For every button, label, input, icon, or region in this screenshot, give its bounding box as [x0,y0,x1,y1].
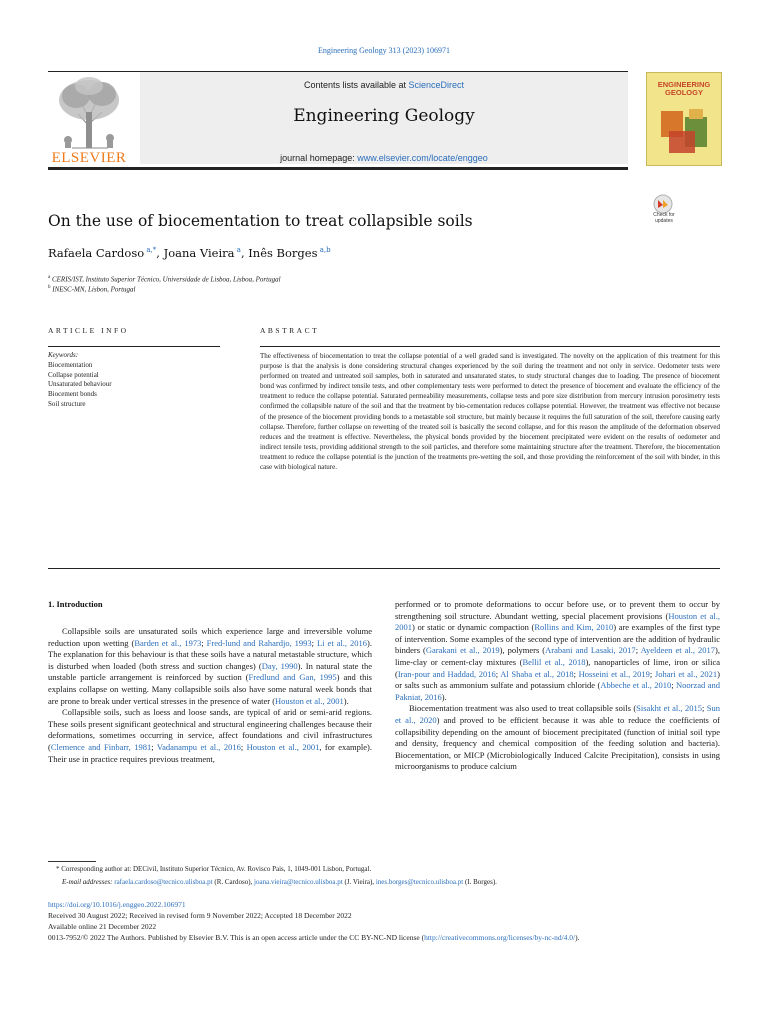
abstract-heading: ABSTRACT [260,326,320,335]
corresponding-author-note [56,865,728,875]
citation-link[interactable]: Houston et al., 2001 [275,695,344,706]
paragraph-text: ; [495,668,501,679]
citation-link[interactable]: Ayeldeen et al., 2017 [640,645,716,656]
citation-link[interactable]: Abbeche et al., 2010 [600,680,672,691]
citation-link[interactable]: Al Shaba et al., 2018 [500,668,574,679]
paragraph-text: ; [701,703,707,714]
paragraph-text: ; [151,741,157,752]
citation-link[interactable]: Houston et al., 2001 [395,610,720,633]
email-link[interactable]: rafaela.cardoso@tecnico.ulisboa.pt [114,878,213,886]
citation-link[interactable]: Hosseini et al., 2019 [578,668,650,679]
citation-link[interactable]: Vadanampu et al., 2016 [156,741,241,752]
cover-title-line2: GEOLOGY [665,88,703,97]
corresponding-text: Corresponding author at: DECivil, Instituto Superior Técnico, Av. Rovisco Pais, 1, 1049-001 Lisbon, Portugal. [59,865,372,873]
journal-citation-link[interactable]: Engineering Geology 313 (2023) 106971 [318,46,450,55]
paragraph-text: ), lime-clay or cement-clay mixtures ( [395,645,720,667]
article-info-heading: ARTICLE INFO [48,326,129,335]
paragraph-text: ). [441,691,447,702]
email-label: E-mail addresses: [62,878,115,886]
citation-link[interactable]: Iran-pour and Haddad, 2016 [397,668,496,679]
affiliation-text: INESC-MN, Lisbon, Portugal [52,285,136,294]
affiliation-b [48,285,135,293]
paragraph-text: Biocementation treatment was also used to treat collapsible soils ( [409,703,637,714]
citation-link[interactable]: Fred-lund and Rahardjo, 1993 [206,637,312,648]
author-name[interactable]: Joana Vieira [163,246,235,260]
body-paragraph [48,626,372,707]
paragraph-text: , for example). Their use in practice requires previous treatment, [48,741,372,764]
journal-name: Engineering Geology [293,106,475,126]
citation-link[interactable]: Day, 1990 [261,660,298,671]
check-line2: updates [655,217,673,224]
author-separator: , [240,246,249,260]
keyword-item: Soil structure [48,399,86,408]
paragraph-text: ; [671,680,677,691]
received-dates: Received 30 August 2022; Received in revised form 9 November 2022; Accepted 18 December 2022 [48,911,352,920]
affiliation-text: CERIS/IST, Instituto Superior Técnico, Universidade de Lisboa, Lisboa, Portugal [51,275,281,284]
keywords-block [48,351,112,410]
article-title: On the use of biocementation to treat collapsible soils [48,212,473,230]
citation-link[interactable]: Li et al., 2016 [317,637,368,648]
citation-link[interactable]: Houston et al., 2001 [246,741,320,752]
keyword-item: Collapse potential [48,370,99,379]
author-name[interactable]: Rafaela Cardoso [48,246,145,260]
license-prefix: 0013-7952/© 2022 The Authors. Published by Elsevier B.V. This is an open access article under the CC BY-NC-ND license ( [48,932,425,942]
affiliation-mark: a [48,275,51,280]
body-paragraph [395,599,720,703]
author-affiliation-mark[interactable]: a [234,246,241,255]
cover-title-line1: ENGINEERING [657,80,711,89]
elsevier-tree-icon [48,74,130,150]
email-link[interactable]: ines.borges@tecnico.ulisboa.pt [375,878,464,886]
check-for-updates-text [644,213,684,224]
elsevier-wordmark: ELSEVIER [51,150,127,166]
journal-homepage-line [140,153,628,163]
citation-link[interactable]: Noorzad and Pakniat, 2016 [395,680,720,702]
body-separator-rule [48,568,720,569]
body-paragraph [395,703,720,773]
abstract-rule [260,346,720,347]
affiliation-a [48,275,281,283]
abstract-text: The effectiveness of biocementation to treat the collapse potential of a well graded sand is investigated. The novelty on the application of this treatment for this purpose is that the analysis is done considering structural changes experienced by the soil during the treatment and not only in service. Oedometer tests were performed on treated and untreated soil samples, both in saturated and unsaturated states, to study structural changes due to loading. The presence of biocement bond was confirmed by indirect tensile tests, and other complementary tests were performed to detect the presence of biocement and evaluate the efficiency of the treatment to reduce the collapse potential. Saturated permeability measurements, collapse tests and pore size distribution from mercury intrusion porosimetry tests confirmed the collapsible nature of the soil and that the treatment by bio-cementation reduces collapse potential. However, the treatment was effective not because of the presence of the biocement providing bonds to a metastable soil structure, but mainly because it requires the full saturation of the soil, therefore causing early collapse. Therefore, further collapse on rewetting of the treated soil is basically the second collapse, and for this reason the amplitude of the deformation observed reduces and the treatment is effective. Nevertheless, the physical bonds provided by the biocement precipitated were evident on the results of oedometer and indirect tensile tests, providing additional strength to the soil particles, and therefore some maintaining structure after the treatment. Therefore, the biocementation treatment to reduce the collapse potential is the junction of the treatments pre-wetting the soil, and those providing the reinforcement of the soil with binder, in this case with biological nature. [260,352,720,472]
citation-link[interactable]: Arabani and Lasaki, 2017 [545,645,636,656]
keyword-item: Unsaturated behaviour [48,380,112,389]
body-paragraph [48,707,372,765]
citation-link[interactable]: Sun et al., 2020 [395,703,720,725]
paragraph-text: ). [343,695,349,706]
paragraph-text: Collapsible soils, such as loess and loose sands, are typical of arid or semi-arid regions. These soils present significant geotechnical and structural engineering challenges because their deformations, sometimes occurring in service, affect foundations and civil infrastructures ( [48,707,372,752]
citation-link[interactable]: Barden et al., 1973 [134,637,202,648]
keyword-item: Biocement bonds [48,390,97,399]
paragraph-text: ; [649,668,655,679]
email-owner: (I. Borges). [463,878,497,886]
paragraph-text: ) or salts such as ammonium sulfate and potassium chloride ( [395,668,720,691]
body-column-left [48,626,372,765]
corresponding-mark: * [56,865,60,873]
paragraph-text: ; [311,637,318,648]
sciencedirect-link[interactable]: ScienceDirect [408,80,465,90]
paragraph-text: ; [240,741,247,752]
keywords-label: Keywords: [48,351,79,359]
paragraph-text: performed or to promote deformations to occur before use, or to prevent them to occur by strengthening soil structure. Abundant wetting, special placement provisions ( [395,599,720,621]
license-statement [48,933,720,944]
email-link[interactable]: joana.vieira@tecnico.ulisboa.pt [254,878,343,886]
paragraph-text: ) and this explains collapse on wetting. Many collapsible soils also have some natural week bonds that are prone to break under vertical stresses in the presence of water ( [48,672,372,706]
author-affiliation-mark[interactable]: a,b [317,246,331,255]
citation-link[interactable]: Rollins and Kim, 2010 [534,622,614,633]
email-addresses-note [62,878,734,888]
citation-link[interactable]: Clemence and Finbarr, 1981 [50,741,152,752]
keyword-item: Biocementation [48,360,93,369]
author-name[interactable]: Inês Borges [248,246,318,260]
paragraph-text: ). In natural state the unstable particle arrangement is reinforced by suction ( [48,660,372,683]
paragraph-text: ; [573,668,579,679]
author-list [48,246,331,260]
paragraph-text: ) and proved to be efficient because it was able to reduce the coefficients of collapsibility depending on the amount of biocement precipitated (function of initial soil type and density, frequency and chemical composition of the feeding solution and bacteria). Biocementation, or MICP (Microbiologically Induced Calcite Precipitation), consists in using microorganisms to produce calcium [395,714,720,772]
cover-art-icon [659,107,709,157]
doi-link[interactable]: https://doi.org/10.1016/j.enggeo.2022.106971 [48,900,186,909]
footnote-rule [48,861,96,862]
check-line1: Check for [653,212,675,218]
available-online-date: Available online 21 December 2022 [48,921,157,931]
paragraph-text: ). The explanation for this behaviour is that these soils have a natural metastable structure, which is disturbed when loaded (both stress and suction changes) ( [48,637,372,671]
contents-available-line [140,80,628,90]
email-owner: (R. Cardoso), [212,878,255,886]
doi-line [48,900,186,909]
paragraph-text: ), nanoparticles of lime, iron or silica ( [395,656,720,679]
paragraph-text: ; [201,637,207,648]
paragraph-text: ; [635,645,641,656]
section-heading-introduction: 1. Introduction [48,599,103,609]
paragraph-text: ) are examples of the first type of intervention. Some examples of the second type of intervention are the addition of hydraulic binders ( [395,622,720,656]
citation-link[interactable]: Fredlund and Gan, 1995 [248,672,337,683]
paragraph-text: ), polymers ( [499,645,546,656]
license-suffix: ). [575,932,580,942]
publication-info [48,911,720,943]
paragraph-text: Collapsible soils are unsaturated soils which experience large and irreversible volume reduction upon wetting ( [48,626,372,648]
check-for-updates-icon [648,194,678,214]
homepage-prefix: journal homepage: [280,153,358,163]
license-link[interactable]: http://creativecommons.org/licenses/by-nc-nd/4.0/ [424,932,576,942]
body-column-right [395,599,720,773]
contents-prefix: Contents lists available at [303,80,409,90]
email-owner: (J. Vieira), [342,878,376,886]
citation-link[interactable]: Sisakht et al., 2015 [636,703,702,714]
paragraph-text: ) or static or dynamic compaction ( [412,622,535,633]
journal-homepage-link[interactable]: www.elsevier.com/locate/enggeo [357,153,488,163]
author-affiliation-mark[interactable]: a,* [144,246,157,255]
journal-cover-thumbnail[interactable] [646,72,722,166]
cover-title [647,81,721,97]
header-bottom-rule [48,167,628,170]
author-separator: , [156,246,164,260]
citation-link[interactable]: Bellil et al., 2018 [522,656,586,667]
affiliation-mark: b [48,285,51,290]
article-info-rule [48,346,220,347]
citation-link[interactable]: Johari et al., 2021 [654,668,718,679]
citation-link[interactable]: Garakani et al., 2019 [425,645,500,656]
